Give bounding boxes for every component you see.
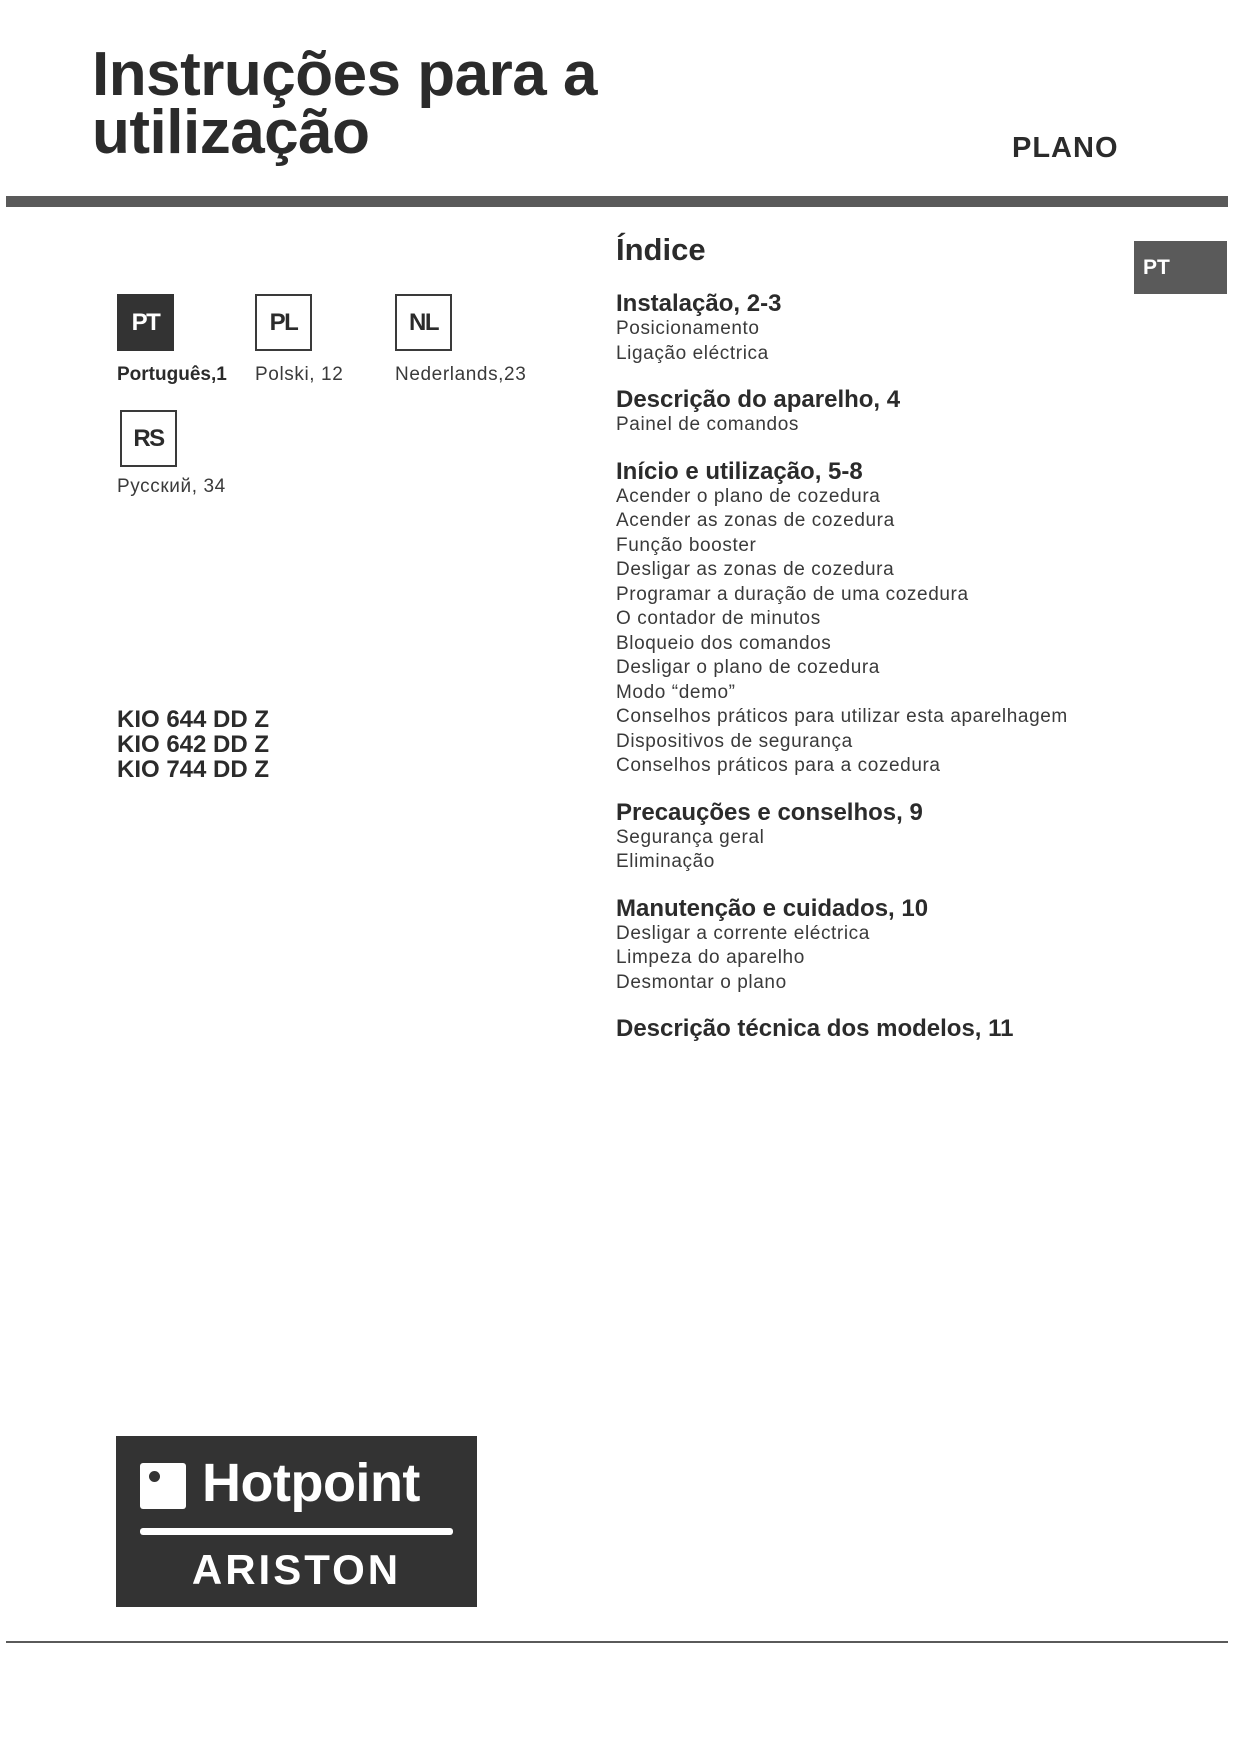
logo-divider xyxy=(140,1528,453,1535)
logo-mark-icon xyxy=(140,1463,186,1509)
title-line-1: Instruções para a xyxy=(92,40,597,109)
toc-section-tecnica xyxy=(616,1015,1216,1042)
toc-item[interactable]: Acender as zonas de cozedura xyxy=(616,510,895,531)
toc-item[interactable]: Eliminação xyxy=(616,851,715,872)
toc-section-inicio xyxy=(616,458,1216,779)
toc-section-title[interactable]: Descrição técnica dos modelos, 11 xyxy=(616,1015,1014,1042)
lang-label-pl[interactable]: Polski, 12 xyxy=(255,364,344,385)
product-type: PLANO xyxy=(1012,132,1119,164)
toc-section-title[interactable]: Manutenção e cuidados, 10 xyxy=(616,894,929,922)
lang-label-pt[interactable]: Português,1 xyxy=(117,364,227,385)
toc-item[interactable]: Desligar as zonas de cozedura xyxy=(616,559,895,580)
toc-section-precaucoes xyxy=(616,799,1216,875)
toc-section-title[interactable]: Instalação, 2-3 xyxy=(616,290,782,317)
toc-item[interactable]: Dispositivos de segurança xyxy=(616,730,853,752)
brand-name-line1: Hotpoint xyxy=(202,1453,420,1513)
toc-item[interactable]: Segurança geral xyxy=(616,826,765,848)
toc-item[interactable]: Programar a duração de uma cozedura xyxy=(616,583,969,605)
toc-item[interactable]: Desligar a corrente eléctrica xyxy=(616,922,870,944)
toc-section-descricao xyxy=(616,386,1216,438)
toc-section-manutencao xyxy=(616,895,1216,996)
brand-logo xyxy=(116,1436,477,1607)
toc-item[interactable]: Conselhos práticos para utilizar esta aparelhagem xyxy=(616,706,1068,727)
brand-name-line2: ARISTON xyxy=(191,1546,402,1593)
toc-item[interactable]: Painel de comandos xyxy=(616,414,799,435)
toc-heading: Índice xyxy=(616,232,706,267)
title-line-2: utilização xyxy=(92,98,370,167)
lang-box-pl[interactable]: PL xyxy=(255,294,312,351)
header-divider xyxy=(6,196,1228,207)
toc-section-title[interactable]: Descrição do aparelho, 4 xyxy=(616,386,901,413)
lang-box-rs[interactable]: RS xyxy=(120,410,177,467)
toc-item[interactable]: Ligação eléctrica xyxy=(616,342,769,364)
footer-divider xyxy=(6,1641,1228,1643)
model-name: KIO 744 DD Z xyxy=(117,756,270,783)
table-of-contents xyxy=(616,232,1216,1062)
toc-section-title[interactable]: Início e utilização, 5-8 xyxy=(616,457,863,485)
lang-box-nl[interactable]: NL xyxy=(395,294,452,351)
lang-box-pt[interactable]: PT xyxy=(117,294,174,351)
model-list xyxy=(117,707,269,782)
toc-item[interactable]: O contador de minutos xyxy=(616,608,821,629)
page-title xyxy=(92,40,597,167)
logo-dot xyxy=(149,1471,160,1482)
toc-item[interactable]: Modo “demo” xyxy=(616,681,736,703)
language-side-tab-label: PT xyxy=(1143,255,1170,279)
toc-item[interactable]: Função booster xyxy=(616,534,757,556)
toc-item[interactable]: Bloqueio dos comandos xyxy=(616,632,832,654)
lang-label-nl[interactable]: Nederlands,23 xyxy=(395,364,527,385)
toc-item[interactable]: Limpeza do aparelho xyxy=(616,947,805,968)
toc-item[interactable]: Desmontar o plano xyxy=(616,971,787,993)
toc-item[interactable]: Conselhos práticos para a cozedura xyxy=(616,755,941,776)
toc-item[interactable]: Posicionamento xyxy=(616,318,760,339)
model-name: KIO 642 DD Z xyxy=(117,731,270,758)
toc-item[interactable]: Acender o plano de cozedura xyxy=(616,485,881,507)
lang-label-rs[interactable]: Русский, 34 xyxy=(117,476,226,497)
toc-section-title[interactable]: Precauções e conselhos, 9 xyxy=(616,798,923,826)
model-name: KIO 644 DD Z xyxy=(117,706,270,733)
toc-item[interactable]: Desligar o plano de cozedura xyxy=(616,657,880,678)
toc-section-instalacao xyxy=(616,290,1216,366)
